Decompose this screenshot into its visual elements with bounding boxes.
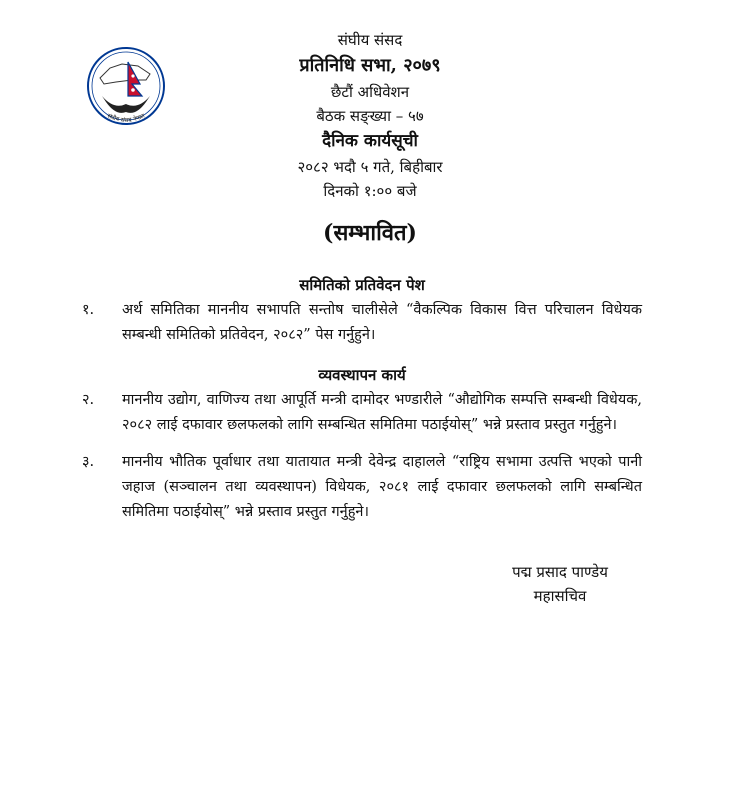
map-outline-icon (100, 64, 150, 84)
item-number: १. (82, 302, 95, 318)
item-text: माननीय उद्योग, वाणिज्य तथा आपूर्ति मन्त्री दामोदर भण्डारीले “औद्योगिक सम्पत्ति सम्बन्धी विधेयक, २०८२ लाई दफावार छलफलको लागि सम्बन्धित समितिमा पठाईयोस्” भन्ने प्रस्ताव प्रस्तुत गर्नुहुने। (122, 392, 642, 433)
signatory-title: महासचिव (533, 587, 587, 605)
agenda-item (82, 388, 642, 438)
section-heading: व्यवस्थापन कार्य (318, 366, 406, 384)
signature-block (480, 560, 640, 608)
agenda-item (82, 450, 642, 525)
header-parliament: संघीय संसद (337, 31, 403, 49)
agenda-item (82, 298, 642, 348)
item-text: माननीय भौतिक पूर्वाधार तथा यातायात मन्त्री देवेन्द्र दाहालले “राष्ट्रिय सभामा उत्पत्ति भएको पानी जहाज (सञ्चालन तथा व्यवस्थापन) विधेयक, २०८१ लाई दफावार छलफलको लागि सम्बन्धित समितिमा पठाईयोस्” भन्ने प्रस्ताव प्रस्तुत गर्नुहुने। (122, 454, 642, 520)
header-daily-agenda: दैनिक कार्यसूची (322, 131, 418, 151)
header-time: दिनको १:०० बजे (323, 182, 417, 200)
item-text: अर्थ समितिका माननीय सभापति सन्तोष चालीसेले “वैकल्पिक विकास वित्त परिचालन विधेयक सम्बन्धी समितिको प्रतिवेदन, २०८२” पेस गर्नुहुने। (122, 302, 642, 343)
header-house: प्रतिनिधि सभा, २०७९ (299, 55, 441, 76)
header-tentative: (सम्भावित) (323, 220, 417, 246)
header-meeting-number: बैठक सङ्ख्या – ५७ (316, 107, 424, 125)
agenda-header (200, 28, 540, 251)
section-legislative-business (82, 364, 642, 525)
item-number: २. (82, 392, 95, 408)
signatory-name: पद्म प्रसाद पाण्डेय (512, 563, 608, 581)
item-number: ३. (82, 454, 95, 470)
section-heading: समितिको प्रतिवेदन पेश (299, 276, 425, 294)
svg-text:संघीय संसद नेपाल: संघीय संसद नेपाल (106, 112, 146, 125)
header-session: छैटौं अधिवेशन (330, 83, 410, 101)
section-committee-report (82, 274, 642, 348)
header-date: २०८२ भदौ ५ गते, बिहीबार (297, 158, 443, 176)
parliament-seal (86, 28, 166, 144)
hands-icon (102, 96, 150, 113)
